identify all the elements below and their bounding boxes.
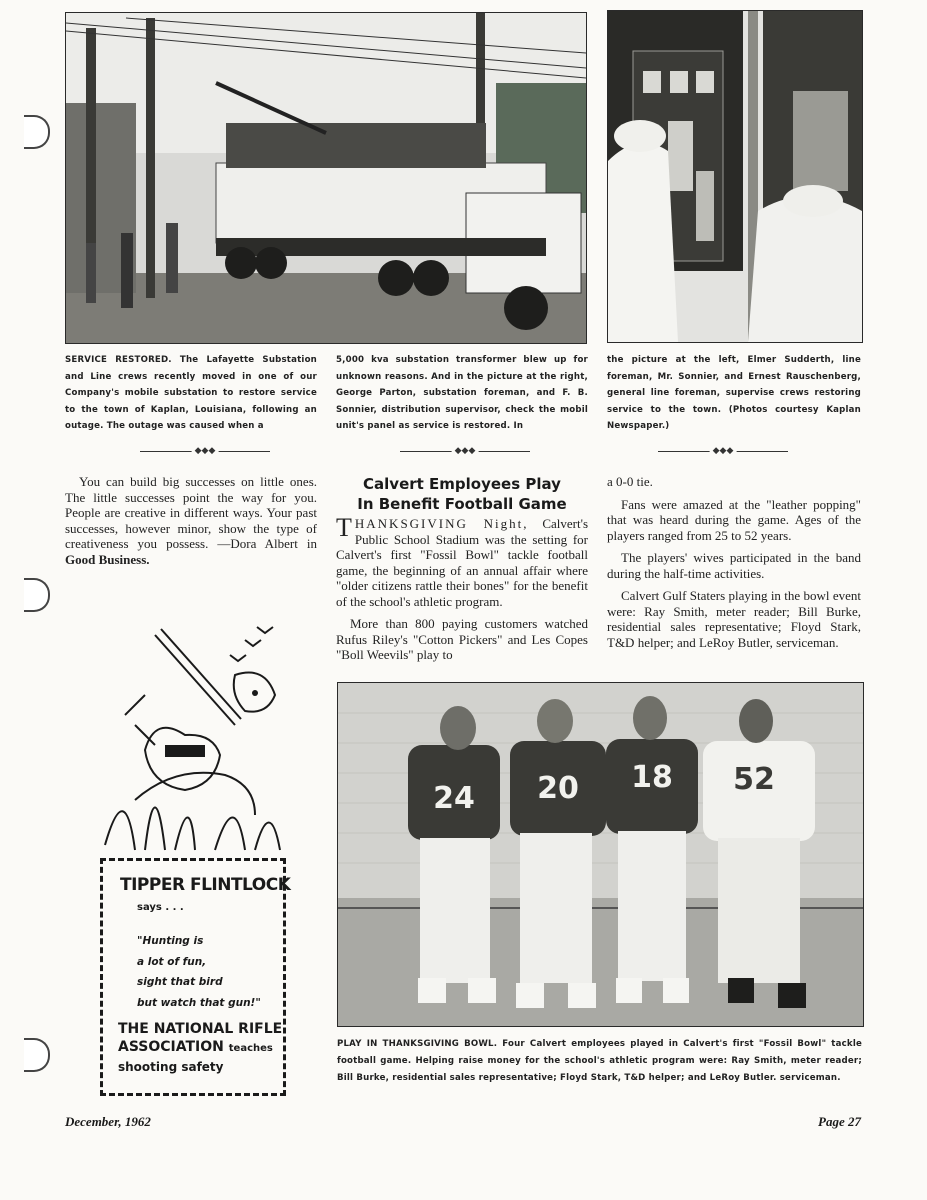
ad-quote-line: sight that bird — [137, 976, 223, 988]
ornament-rule: ◆◆◆ — [140, 451, 270, 452]
article-headline — [336, 474, 588, 514]
quote-text: You can build big successes on little ones. The little successes point the way for you. People are creative in different ways. Your past successes, however minor, show the type of creativeness you possess. —Dora Albert in — [65, 474, 317, 551]
caption-text: Four Calvert employees played in Calvert's first "Fossil Bowl" tackle football game. Helping raise money for the school's athletic program were: Ray Smith, meter reader; Bill Burke, residential sales representative; Floyd Stark, T&D helper; and LeRoy Butler. serviceman. — [337, 1039, 863, 1083]
caption-thanksgiving-bowl — [337, 1036, 862, 1087]
article-p3: Fans were amazed at the "leather popping" that was heard during the game. Ages of the players ranged from 25 to 52 years. — [607, 496, 861, 543]
footer-page-number: Page 27 — [818, 1114, 861, 1129]
caption-service-restored-col2: 5,000 kva substation transformer blew up for unknown reasons. And in the picture at the right, George Parton, substation foreman, and F. B. Sonnier, distribution supervisor, check the mobil unit's panel as service is restored. In — [336, 355, 588, 431]
photo-mobile-substation — [65, 12, 587, 344]
lead-caps: HANKSGIVING Night, — [354, 516, 529, 531]
ad-org-line2: ASSOCIATION — [118, 1039, 224, 1055]
caption-text: The Lafayette Substation and Line crews recently moved in one of our Company's mobile substation to restore service to the town of Kaplan, Louisiana, following an outage. The outage was caused when a — [65, 355, 317, 431]
article-p2-cont: a 0-0 tie. — [607, 474, 653, 489]
binder-hole — [24, 1038, 50, 1072]
article-p5: Calvert Gulf Staters playing in the bowl event were: Ray Smith, meter reader; Bill Burke, residential sales representative; Floyd Stark, T&D helper; and LeRoy Butler, serviceman. — [607, 588, 861, 650]
jersey-number: 24 — [433, 781, 475, 816]
article-p4: The players' wives participated in the band during the half-time activities. — [607, 550, 861, 581]
article-p2: More than 800 paying customers watched Rufus Riley's "Cotton Pickers" and Les Copes "Boll Weevils" play to — [336, 616, 588, 662]
hunter-illustration — [95, 615, 295, 855]
photo-football-players — [337, 682, 864, 1027]
binder-hole — [24, 115, 50, 149]
headline-line2: In Benefit Football Game — [357, 495, 567, 513]
ad-organization — [118, 1020, 282, 1076]
article-column-1 — [336, 513, 589, 663]
ad-org-line1: THE NATIONAL RIFLE — [118, 1021, 283, 1037]
ad-quote-line: but watch that gun!" — [137, 996, 261, 1009]
ad-org-line3: shooting safety — [118, 1060, 224, 1074]
quote-block — [65, 474, 317, 567]
caption-service-restored-col3: the picture at the left, Elmer Sudderth, line foreman, Mr. Sonnier, and Ernest Rauschenberg, general line foreman, supervise crews restoring service to the town. (Photos courtesy Kaplan Newspaper.) — [607, 355, 861, 431]
ad-quote-line: a lot of fun, — [137, 955, 207, 968]
headline-line1: Calvert Employees Play — [363, 475, 561, 493]
caption-lead: PLAY IN THANKSGIVING BOWL. — [337, 1039, 498, 1049]
ornament-rule: ◆◆◆ — [658, 451, 788, 452]
caption-service-restored-col1 — [65, 352, 317, 435]
ad-quote — [137, 931, 261, 1013]
caption-lead: SERVICE RESTORED. — [65, 355, 172, 365]
photo-panel-check — [607, 10, 863, 343]
binder-hole — [24, 578, 50, 612]
ad-says: says . . . — [137, 902, 184, 913]
footer-date: December, 1962 — [65, 1114, 151, 1129]
article-column-2 — [607, 474, 861, 657]
jersey-number: 18 — [631, 760, 673, 795]
ad-character-name: TIPPER FLINTLOCK — [120, 875, 291, 895]
jersey-number: 52 — [733, 762, 775, 797]
article-p1: Calvert's Public School Stadium was the setting for Calvert's first "Fossil Bowl" tackle football game, the beginning of an annual affair where "older citizens rattle their bones" for the benefit of the school's athletic program. — [336, 516, 589, 609]
ad-quote-line: "Hunting is — [137, 935, 204, 947]
quote-source: Good Business. — [65, 551, 150, 567]
ornament-rule: ◆◆◆ — [400, 451, 530, 452]
ad-org-teaches: teaches — [228, 1043, 273, 1054]
drop-cap: T — [336, 513, 352, 542]
jersey-number: 20 — [537, 771, 579, 806]
